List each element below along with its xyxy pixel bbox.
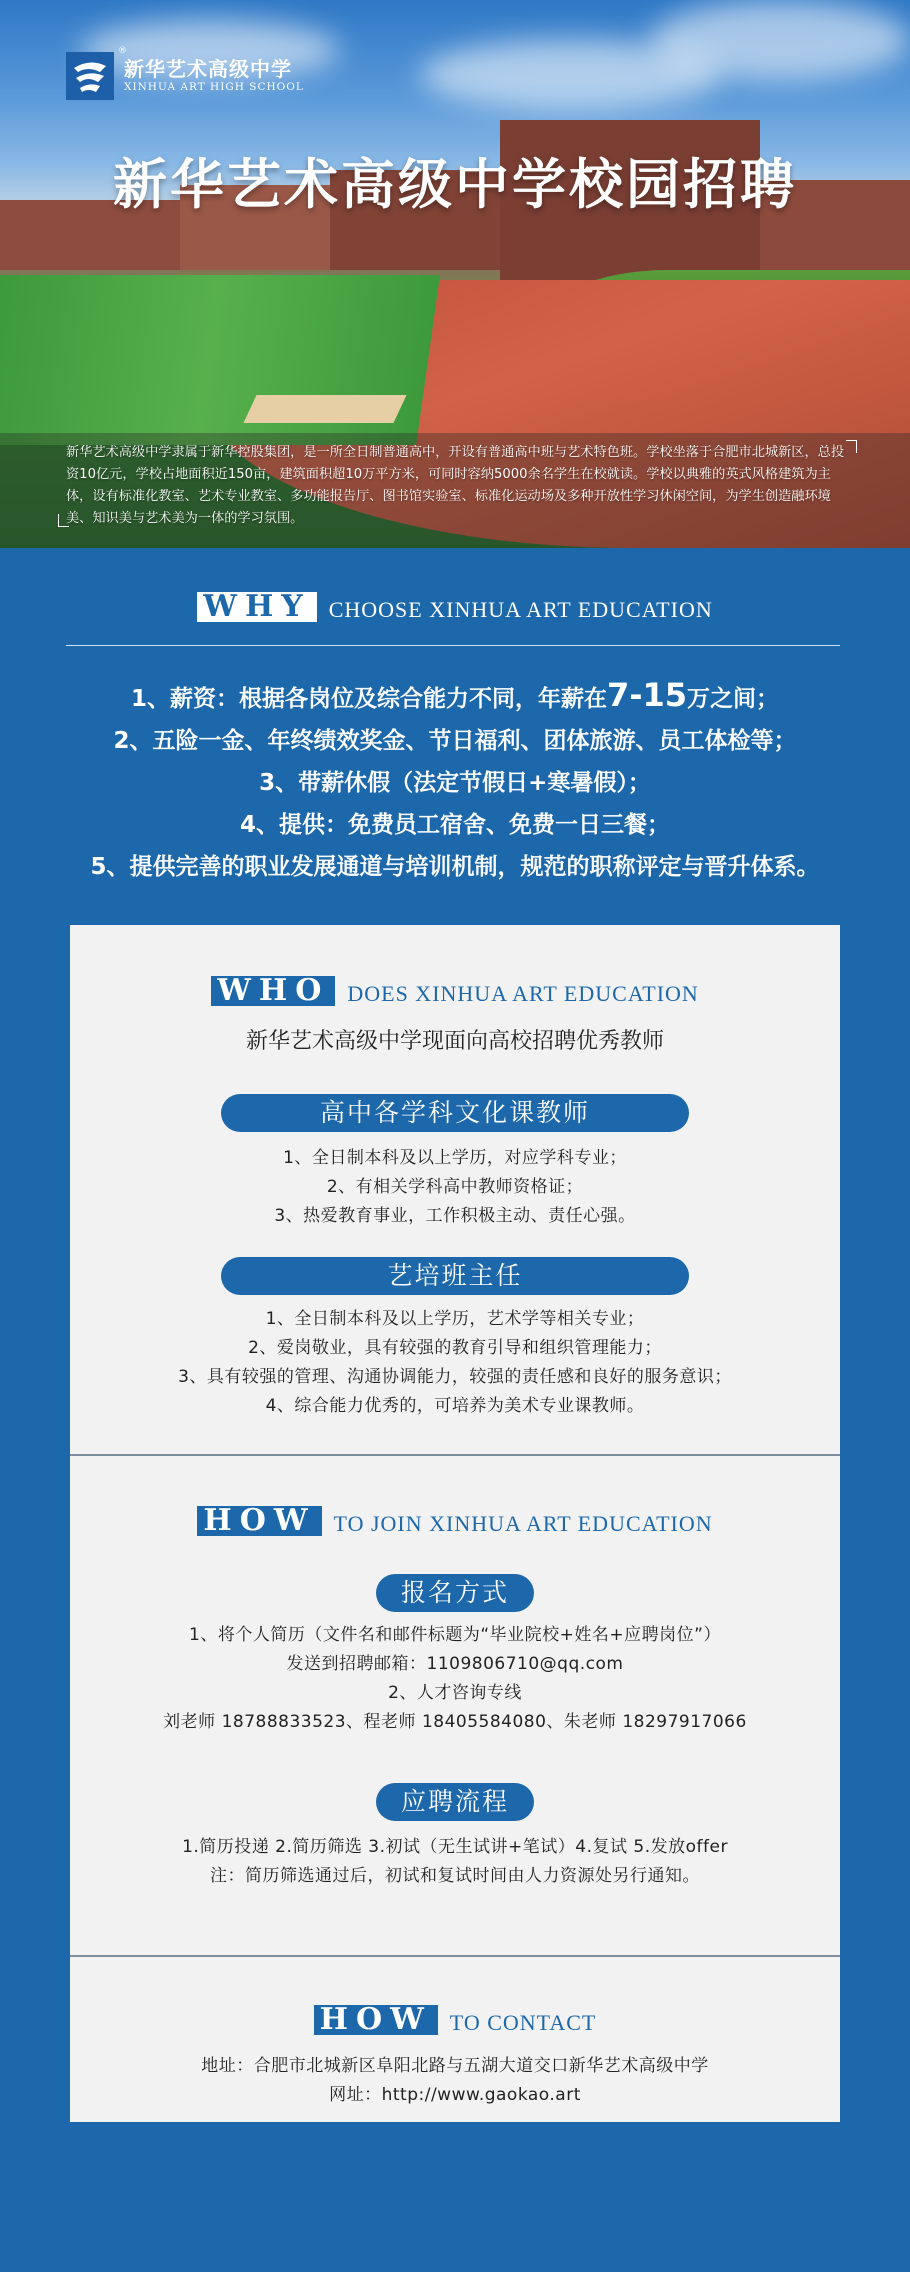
who-heading [0,973,910,1008]
benefit-item: 1、薪资：根据各岗位及综合能力不同，年薪在7-15万之间； [130,676,780,714]
contact-heading-big: HOW [314,2005,438,2035]
bracket-decoration [846,440,857,453]
recruit-email: 发送到招聘邮箱：1109806710@qq.com [286,1654,624,1674]
contact-heading [0,2002,910,2037]
list-item: 2、有相关学科高中教师资格证； [326,1177,584,1197]
benefit-item: 2、五险一金、年终绩效奖金、节日福利、团体旅游、员工体检等； [113,728,797,754]
address: 地址：合肥市北城新区阜阳北路与五湖大道交口新华艺术高级中学 [201,2056,709,2076]
list-item: 1.简历投递 2.简历筛选 3.初试（无生试讲+笔试）4.复试 5.发放offer [182,1837,728,1857]
list-item: 注：简历筛选通过后，初试和复试时间由人力资源处另行通知。 [210,1866,700,1886]
website: 网址：http://www.gaokao.art [329,2085,581,2105]
list-item: 3、具有较强的管理、沟通协调能力，较强的责任感和良好的服务意识； [178,1367,732,1387]
school-intro: 新华艺术高级中学隶属于新华控股集团，是一所全日制普通高中，开设有普通高中班与艺术特色班。学校坐落于合肥市北城新区，总投资10亿元，学校占地面积近150亩，建筑面积超10万平方米，可同时容纳5000余名学生在校就读。学校以典雅的英式风格建筑为主体，设有标准化教室、艺术专业教室、多功能报告厅、图书馆实验室、标准化运动场及多种开放性学习休闲空间，为学生创造融环境美、知识美与艺术美为一体的学习氛围。 [66,445,845,526]
list-item: 1、将个人简历（文件名和邮件标题为“毕业院校+姓名+应聘岗位”） [189,1625,721,1645]
how-heading [0,1503,910,1538]
contact-heading-small: TO CONTACT [449,2010,597,2035]
apply-method-pill: 报名方式 [376,1574,534,1612]
position-pill-teacher: 高中各学科文化课教师 [221,1094,689,1132]
salary-range: 7-15 [606,676,688,714]
benefit-item: 4、提供：免费员工宿舍、免费一日三餐； [239,812,670,838]
sand-pit [243,395,406,423]
logo-icon [66,46,127,100]
registered-mark: ® [118,46,127,56]
process-pill: 应聘流程 [376,1783,534,1821]
head-teacher-requirements [0,1305,910,1421]
logo-name-en: XINHUA ART HIGH SCHOOL [124,81,304,93]
cloud-decoration [650,0,910,80]
list-item: 3、热爱教育事业，工作积极主动、责任心强。 [274,1206,636,1226]
school-logo [66,46,304,100]
apply-method-list [0,1621,910,1737]
benefits-list [0,674,910,888]
why-heading [0,589,910,624]
how-heading-big: HOW [197,1506,321,1536]
list-item: 2、人才咨询专线 [388,1683,522,1703]
why-heading-big: WHY [197,592,316,622]
page-title: 新华艺术高级中学校园招聘 [113,153,797,216]
list-item: 2、爱岗敬业，具有较强的教育引导和组织管理能力； [248,1338,662,1358]
benefit-item: 5、提供完善的职业发展通道与培训机制，规范的职称评定与晋升体系。 [90,854,820,880]
logo-name-cn: 新华艺术高级中学 [124,57,292,81]
position-pill-head-teacher: 艺培班主任 [221,1257,689,1295]
list-item: 4、综合能力优秀的，可培养为美术专业课教师。 [265,1396,645,1416]
bracket-decoration [58,514,69,527]
contact-phones: 刘老师 18788833523、程老师 18405584080、朱老师 18297917066 [163,1712,747,1732]
who-subtitle: 新华艺术高级中学现面向高校招聘优秀教师 [245,1029,664,1054]
who-heading-big: WHO [211,976,335,1006]
how-heading-small: TO JOIN XINHUA ART EDUCATION [333,1511,713,1536]
list-item: 1、全日制本科及以上学历，艺术学等相关专业； [265,1309,645,1329]
contact-info [0,2052,910,2110]
why-heading-small: CHOOSE XINHUA ART EDUCATION [328,597,713,622]
who-heading-small: DOES XINHUA ART EDUCATION [347,981,699,1006]
teacher-requirements [0,1144,910,1231]
divider [66,645,840,646]
benefit-item: 3、带薪休假（法定节假日+寒暑假）； [259,770,651,796]
list-item: 1、全日制本科及以上学历，对应学科专业； [283,1148,627,1168]
process-list [0,1833,910,1891]
